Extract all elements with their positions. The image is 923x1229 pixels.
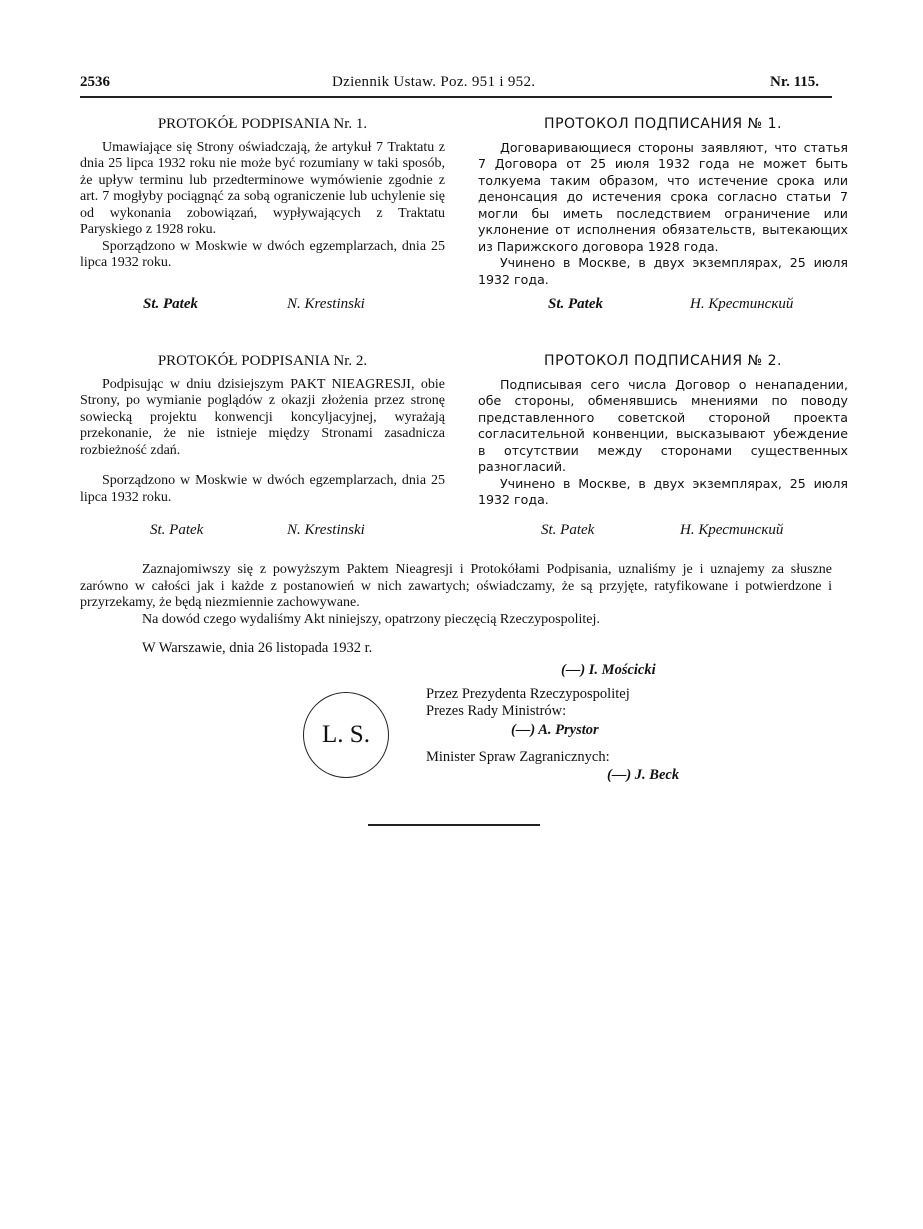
protocol1-polish: [80, 116, 445, 272]
protocol1-russian: [478, 116, 848, 288]
seal-text: L. S.: [322, 721, 370, 748]
protocol2-pl-title: PROTOKÓŁ PODPISANIA Nr. 2.: [157, 353, 368, 369]
protocol1-ru-signature-krestinsky: Н. Крестинский: [690, 296, 794, 312]
protocol2-ru-signature-krestinsky: Н. Крестинский: [680, 522, 784, 538]
prime-minister-title: Prezes Rady Ministrów:: [426, 703, 567, 719]
protocol2-pl-signature-patek: St. Patek: [150, 522, 204, 538]
protocol2-ru-paragraph: Подписывая сего числа Договор о ненападении, обе стороны, обменявшись мнениями по поводу представленного советской стороной проекта согласительной конвенции, высказывают убеждение в отсутствии между сторонами существенных разногласий.: [478, 376, 848, 474]
protocol1-pl-paragraph: Umawiające się Strony oświadczają, że artykuł 7 Traktatu z dnia 25 lipca 1932 roku nie może być rozumiany w taki sposób, że upływ terminu lub przedterminowe wymówienie zgodnie z art. 7 mogłyby pociągnąć za sobą ograniczenie lub uchylenie się od wykonania zobowiązań, wypływających z Traktatu Paryskiego z 1928 roku.: [80, 139, 445, 237]
protocol2-pl-paragraph: Podpisując w dniu dzisiejszym PAKT NIEAGRESJI, obie Strony, po wymianie poglądów z okazji złożenia przez stronę sowiecką projektu konwencji koncyljacyjnej, wyrażają przekonanie, że nie istnieje między Stronami zasadnicza rozbieżność zdań.: [80, 376, 445, 458]
place-and-date: W Warszawie, dnia 26 listopada 1932 r.: [142, 640, 373, 656]
protocol1-ru-signing: Учинено в Москве, в двух экземплярах, 25 июля 1932 года.: [478, 255, 848, 287]
protocol1-ru-paragraph: Договаривающиеся стороны заявляют, что статья 7 Договора от 25 июля 1932 года не может быть толкуема таким образом, что истечение срока или денонсация до истечения срока согласно статьи 7 могли бы иметь последствием ограничение или уклонение от исполнения обязательств, вытекающих из Парижского договора 1928 года.: [478, 139, 848, 254]
protocol2-pl-signing: Sporządzono w Moskwie w dwóch egzemplarzach, dnia 25 lipca 1932 roku.: [80, 473, 445, 505]
header-rule: [80, 96, 832, 98]
page-number: 2536: [80, 74, 110, 90]
foreign-minister-signature: (—) J. Beck: [607, 767, 680, 783]
issue-number: Nr. 115.: [770, 74, 820, 90]
protocol2-ru-title: ПРОТОКОЛ ПОДПИСАНИЯ № 2.: [544, 353, 782, 369]
journal-title: Dziennik Ustaw. Poz. 951 i 952.: [332, 74, 536, 90]
protocol1-ru-signature-patek: St. Patek: [548, 296, 603, 312]
bottom-rule: [368, 824, 540, 826]
protocol2-polish: [80, 353, 445, 506]
ratification-seal-statement: Na dowód czego wydaliśmy Akt niniejszy, opatrzony pieczęcią Rzeczypospolitej.: [142, 611, 600, 627]
ratification-paragraph: Zaznajomiwszy się z powyższym Paktem Nieagresji i Protokółami Podpisania, uznaliśmy je i uznajemy za słuszne zarówno w całości jak i każde z postanowień w nich zawartych; oświadczamy, że są przyjęte, ratyfikowane i potwierdzone i przyrzekamy, że będą niezmiennie zachowywane.: [80, 562, 832, 610]
protocol1-pl-signature-patek: St. Patek: [143, 296, 198, 312]
protocol1-pl-signing: Sporządzono w Moskwie w dwóch egzemplarzach, dnia 25 lipca 1932 roku.: [80, 238, 445, 270]
protocol2-ru-signing: Учинено в Москве, в двух экземплярах, 25 июля 1932 года.: [478, 475, 848, 507]
for-president-line: Przez Prezydenta Rzeczypospolitej: [426, 686, 630, 702]
president-signature: (—) I. Mościcki: [561, 662, 656, 678]
protocol2-ru-signature-patek: St. Patek: [541, 522, 595, 538]
seal-stamp: [303, 692, 389, 778]
protocol2-russian: [478, 353, 848, 509]
ratification-text: [80, 562, 832, 628]
protocol1-pl-title: PROTOKÓŁ PODPISANIA Nr. 1.: [157, 116, 368, 132]
foreign-minister-title: Minister Spraw Zagranicznych:: [426, 749, 610, 765]
protocol1-ru-title: ПРОТОКОЛ ПОДПИСАНИЯ № 1.: [544, 116, 782, 132]
protocol2-pl-signature-krestinski: N. Krestinski: [287, 522, 365, 538]
prime-minister-signature: (—) A. Prystor: [511, 722, 599, 738]
protocol1-pl-signature-krestinski: N. Krestinski: [287, 296, 365, 312]
